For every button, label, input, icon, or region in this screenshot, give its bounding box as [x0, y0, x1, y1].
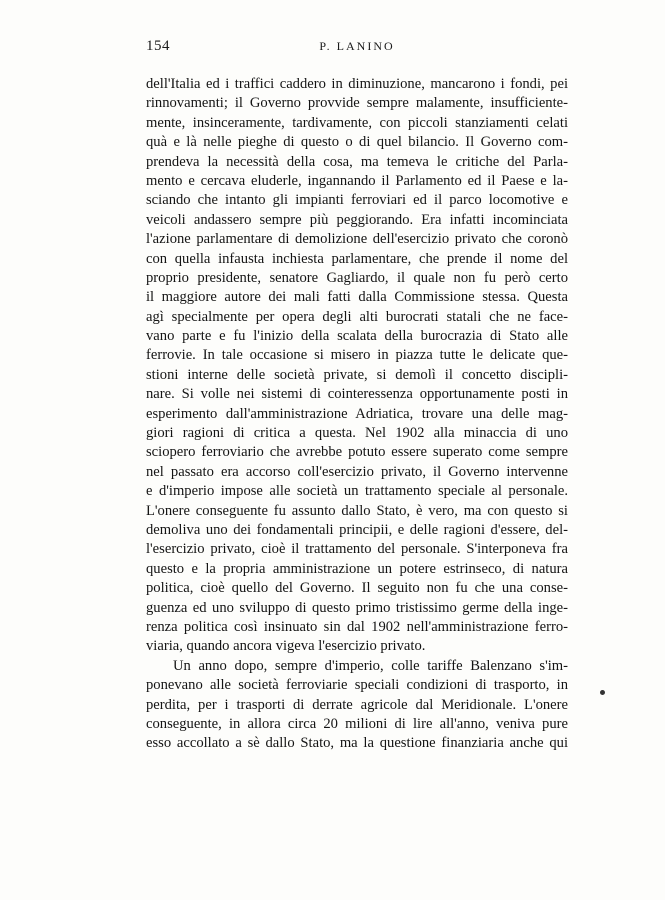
- text-line: sciando che intanto gli impianti ferroviari ed il parco locomotive e: [146, 192, 568, 209]
- text-line: sciopero ferroviario che avrebbe potuto essere superato come sempre: [146, 444, 568, 461]
- text-line: proprio presidente, senatore Gagliardo, il quale non fu però certo: [146, 269, 568, 286]
- text-line: renza politica così insinuato sin dal 1902 nell'amministrazione ferro-: [146, 618, 568, 635]
- text-line: questo e la propria amministrazione un potere estrinseco, di natura: [146, 560, 568, 577]
- text-line: stioni interne delle società private, si demolì il concetto discipli-: [146, 366, 568, 383]
- text-line: veicoli andassero sempre più peggiorando. Era infatti incominciata: [146, 211, 568, 228]
- text-line: agì specialmente per opera degli alti burocrati statali che ne face-: [146, 308, 568, 325]
- page-header: [146, 38, 568, 58]
- text-line: vano parte e fu l'inizio della scalata della burocrazia di Stato alle: [146, 328, 568, 345]
- text-line: con quella infausta inchiesta parlamentare, che prende il nome del: [146, 250, 568, 267]
- text-line: mento e cercava eluderle, ingannando il Parlamento ed il Paese e la-: [146, 172, 568, 189]
- text-line: l'azione parlamentare di demolizione dell'esercizio privato che coronò: [146, 231, 568, 248]
- text-line: L'onere conseguente fu assunto dallo Stato, è vero, ma con questo si: [146, 502, 568, 519]
- text-line: il maggiore autore dei mali fatti dalla Commissione stessa. Questa: [146, 289, 568, 306]
- text-line: quà e là nelle pieghe di questo o di quel bilancio. Il Governo com-: [146, 134, 568, 151]
- text-line: mente, insinceramente, tardivamente, con piccoli stanziamenti celati: [146, 114, 568, 131]
- paragraph-first-line: Un anno dopo, sempre d'imperio, colle tariffe Balenzano s'im-: [173, 657, 568, 674]
- running-head: P. LANINO: [319, 39, 395, 53]
- text-line: conseguente, in allora circa 20 milioni di lire all'anno, veniva pure: [146, 715, 568, 732]
- text-line: nare. Si volle nei sistemi di cointeressenza opportunamente posti in: [146, 386, 568, 403]
- text-line: dell'Italia ed i traffici caddero in diminuzione, mancarono i fondi, pei: [146, 76, 568, 92]
- text-line: esperimento dall'amministrazione Adriatica, trovare una delle mag-: [146, 405, 568, 422]
- text-line: perdita, per i trasporti di derrate agricole dal Meridionale. L'onere: [146, 696, 568, 713]
- margin-ink-dot: [600, 690, 605, 695]
- text-line: ferrovie. In tale occasione si misero in piazza tutte le delicate que-: [146, 347, 568, 364]
- text-line: rinnovamenti; il Governo provvide sempre malamente, insufficiente-: [146, 95, 568, 112]
- page-number: 154: [146, 38, 170, 54]
- text-line: e d'imperio impose alle società un trattamento speciale al personale.: [146, 483, 568, 500]
- text-line: nel passato era accorso coll'esercizio privato, il Governo intervenne: [146, 463, 568, 480]
- body-text: [146, 75, 568, 754]
- text-line: prendeva la necessità della cosa, ma temeva le critiche del Parla-: [146, 153, 568, 170]
- text-line: guenza ed uno sviluppo di questo primo tristissimo germe della inge-: [146, 599, 568, 616]
- text-line: politica, cioè quello del Governo. Il seguito non fu che una conse-: [146, 580, 568, 597]
- text-line: l'esercizio privato, cioè il trattamento del personale. S'interponeva fra: [146, 541, 568, 558]
- paragraph-last-line: viaria, quando ancora vigeva l'esercizio privato.: [146, 638, 426, 655]
- text-line: demoliva uno dei fondamentali principii, e delle ragioni d'essere, del-: [146, 521, 568, 538]
- text-line: ponevano alle società ferroviarie speciali condizioni di trasporto, in: [146, 677, 568, 694]
- text-line: esso accollato a sè dallo Stato, ma la questione finanziaria anche qui: [146, 735, 568, 752]
- text-line: giori ragioni di critica a questa. Nel 1902 alla minaccia di uno: [146, 425, 568, 442]
